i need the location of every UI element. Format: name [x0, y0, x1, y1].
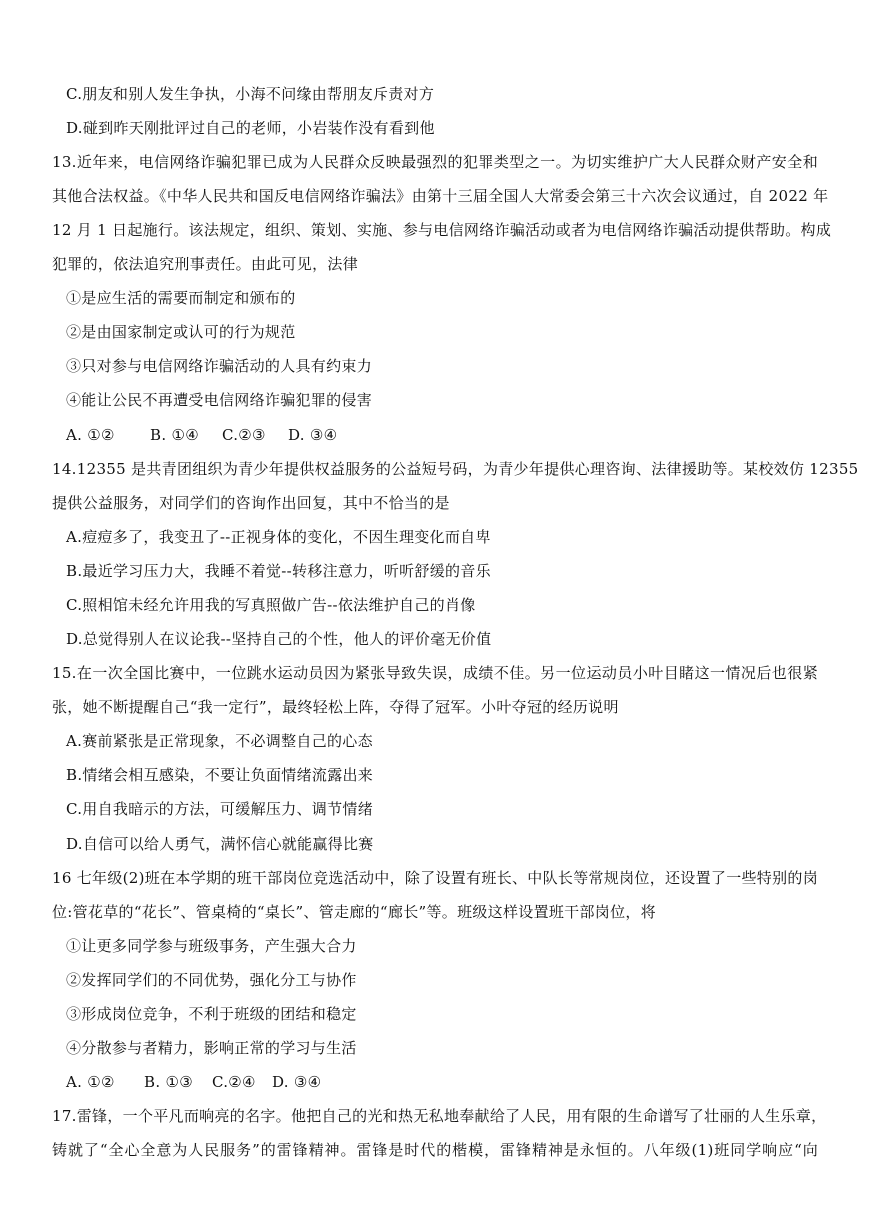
- q14-option-d: D.总觉得别人在议论我--坚持自己的个性，他人的评价毫无价值: [66, 630, 492, 648]
- q16-item: ①让更多同学参与班级事务，产生强大合力: [66, 937, 357, 955]
- q13-item: ②是由国家制定或认可的行为规范: [66, 323, 296, 341]
- q13-choice-c: C.②③: [222, 426, 266, 444]
- q15-stem-line: 15.在一次全国比赛中，一位跳水运动员因为紧张导致失误，成绩不佳。另一位运动员小叶目睹这一情况后也很紧: [52, 664, 818, 682]
- q15-option-c: C.用自我暗示的方法，可缓解压力、调节情绪: [66, 800, 374, 818]
- q14-stem-line: 14.12355 是共青团组织为青少年提供权益服务的公益短号码，为青少年提供心理咨询、法律援助等。某校效仿 12355: [52, 460, 859, 478]
- q13-choices: [66, 425, 337, 445]
- q14-stem-line: 提供公益服务，对同学们的咨询作出回复，其中不恰当的是: [52, 494, 450, 512]
- q13-choice-b: B. ①④: [150, 426, 199, 444]
- q16-item: ④分散参与者精力，影响正常的学习与生活: [66, 1039, 357, 1057]
- q16-choice-b: B. ①③: [144, 1073, 193, 1091]
- q16-item: ③形成岗位竞争，不利于班级的团结和稳定: [66, 1005, 357, 1023]
- q13-stem-line: 其他合法权益。《中华人民共和国反电信网络诈骗法》由第十三届全国人大常委会第三十六次会议通过，自 2022 年: [52, 187, 829, 205]
- q15-option-b: B.情绪会相互感染，不要让负面情绪流露出来: [66, 766, 374, 784]
- q14-option-c: C.照相馆未经允许用我的写真照做广告--依法维护自己的肖像: [66, 596, 476, 614]
- q13-item: ①是应生活的需要而制定和颁布的: [66, 289, 296, 307]
- q15-stem-line: 张，她不断提醒自己“我一定行”，最终轻松上阵，夺得了冠军。小叶夺冠的经历说明: [52, 698, 619, 716]
- q17-stem-line: 铸就了“全心全意为人民服务”的雷锋精神。雷锋是时代的楷模，雷锋精神是永恒的。八年级(1)班同学响应“向: [52, 1141, 818, 1159]
- q14-option-a: A.痘痘多了，我变丑了--正视身体的变化，不因生理变化而自卑: [66, 528, 491, 546]
- q13-choice-d: D. ③④: [288, 426, 338, 444]
- q16-choices: [66, 1072, 321, 1092]
- q12-option-d: D.碰到昨天刚批评过自己的老师，小岩装作没有看到他: [66, 119, 435, 137]
- q15-option-a: A.赛前紧张是正常现象，不必调整自己的心态: [66, 732, 373, 750]
- q13-stem-line: 13.近年来，电信网络诈骗犯罪已成为人民群众反映最强烈的犯罪类型之一。为切实维护广大人民群众财产安全和: [52, 153, 818, 171]
- q17-stem-line: 17.雷锋，一个平凡而响亮的名字。他把自己的光和热无私地奉献给了人民，用有限的生命谱写了壮丽的人生乐章，: [52, 1107, 827, 1125]
- q13-stem-line: 12 月 1 日起施行。该法规定，组织、策划、实施、参与电信网络诈骗活动或者为电信网络诈骗活动提供帮助。构成: [52, 221, 832, 239]
- q13-choice-a: A. ①②: [66, 426, 115, 444]
- q13-item: ③只对参与电信网络诈骗活动的人具有约束力: [66, 357, 373, 375]
- q16-stem-line: 16 七年级(2)班在本学期的班干部岗位竞选活动中，除了设置有班长、中队长等常规岗位，还设置了一些特别的岗: [52, 869, 819, 887]
- q13-item: ④能让公民不再遭受电信网络诈骗犯罪的侵害: [66, 391, 373, 409]
- q16-choice-d: D. ③④: [272, 1073, 322, 1091]
- q12-option-c: C.朋友和别人发生争执，小海不问缘由帮朋友斥责对方: [66, 85, 435, 103]
- q16-stem-line: 位:管花草的“花长”、管桌椅的“桌长”、管走廊的“廊长”等。班级这样设置班干部岗位，将: [52, 903, 656, 921]
- q13-stem-line: 犯罪的，依法追究刑事责任。由此可见，法律: [52, 255, 359, 273]
- q15-option-d: D.自信可以给人勇气，满怀信心就能赢得比赛: [66, 835, 374, 853]
- q16-item: ②发挥同学们的不同优势，强化分工与协作: [66, 971, 357, 989]
- q14-option-b: B.最近学习压力大，我睡不着觉--转移注意力，听听舒缓的音乐: [66, 562, 491, 580]
- q16-choice-a: A. ①②: [66, 1073, 115, 1091]
- q16-choice-c: C.②④: [212, 1073, 256, 1091]
